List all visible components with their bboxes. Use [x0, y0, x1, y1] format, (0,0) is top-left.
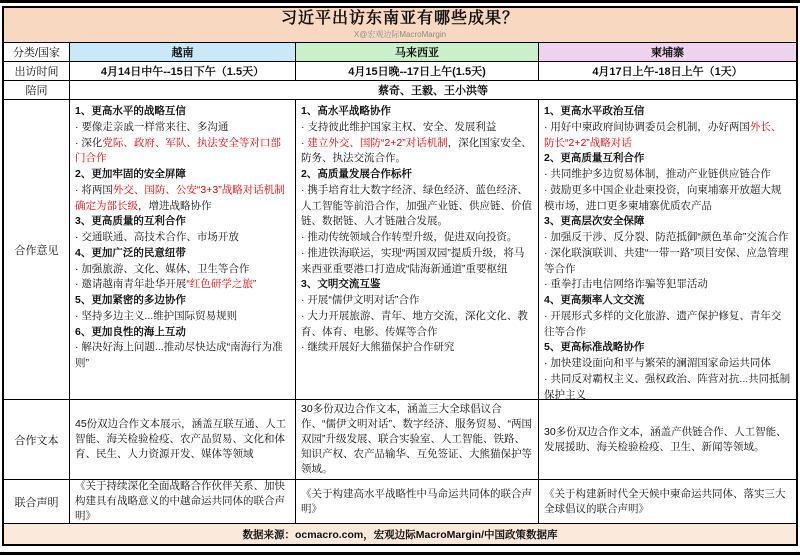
statement-cambodia: 《关于构建新时代全天候中柬命运共同体、落实三大全球倡议的联合声明》 — [539, 480, 796, 524]
texts-cambodia: 30多份双边合作文本，涵盖产供链合作、人工智能、发展援助、海关检验检疫、卫生、新闻等领域。 — [539, 400, 796, 480]
row-label-statement: 联合声明 — [4, 480, 70, 524]
texts-malaysia: 30多份双边合作文本，涵盖三大全球倡议合作、“儒伊文明对话”、数字经济、服务贸易、“两国双园”升级发展、联合实验室、人工智能、铁路、知识产权、农产品输华、互免签证、大熊猫保护等领域。 — [296, 400, 539, 480]
opinions-vietnam: 1、更高水平的战略互信 · 要像走亲戚一样常来往、多沟通 · 深化党际、政府、军队、执法安全等对口部门合作 2、更加牢固的安全屏障 · 将两国外交、国防、公安“3+3”战略对话机制确定为部长级，增进战略协作 3、更高质量的互利合作 · 交通联通、高技术合作、市场开放 4、更加广泛的民意纽带 · 加强旅游、文化、媒体、卫生等合作 · 邀请越南青年赴华开展“红色研学之旅” 5、更加紧密的多边协作 · 坚持多边主义...维护国际贸易规则 6、更加良性的海上互动 · 解决好海上问题...推动尽快达成“南海行为准则” — [70, 100, 296, 400]
country-header-malaysia: 马来西亚 — [296, 43, 539, 62]
row-label-category: 分类/国家 — [4, 43, 70, 62]
bottom-border-strip — [0, 552, 800, 555]
table-title-bar — [4, 8, 796, 43]
visit-time-cambodia: 4月17日上午-18日上午（1天） — [539, 62, 796, 81]
row-label-texts: 合作文本 — [4, 400, 70, 480]
row-label-visit-time: 出访时间 — [4, 62, 70, 81]
statement-vietnam: 《关于持续深化全面战略合作伙伴关系、加快构建具有战略意义的中越命运共同体的联合声明》 — [70, 480, 296, 524]
opinions-cambodia: 1、更高水平政治互信 · 用好中柬政府间协调委员会机制，办好两国外长、防长“2+2”战略对话 2、更高质量互利合作 · 共同维护多边贸易体制，推动产业链供应链合作 · 鼓励更多中国企业赴柬投资，向柬埔寨开放超大规模市场，进口更多柬埔寨优质农产品 3、更高层次安全保障 · 加强反干涉、反分裂、防范抵御“颜色革命”交流合作 · 深化联演联训、共建“一带一路”项目安保、应急管理等合作 · 重拳打击电信网络诈骗等犯罪活动 4、更高频率人文交流 · 开展形式多样的文化旅游、遗产保护修复、青年交往等合作 5、更高标准战略协作 · 加快建设面向和平与繁荣的澜湄国家命运共同体 · 共同反对霸权主义、强权政治、阵营对抗...共同抵制保护主义 — [539, 100, 796, 400]
page-subtitle: X@宏观边际MacroMargin — [353, 30, 447, 39]
texts-vietnam: 45份双边合作文本展示，涵盖互联互通、人工智能、海关检验检疫、农产品贸易、文化和体育、民生、人力资源开发、媒体等领域 — [70, 400, 296, 480]
country-header-cambodia: 柬埔寨 — [539, 43, 796, 62]
top-border-strip — [0, 0, 800, 3]
row-label-accompany: 陪同 — [4, 81, 70, 100]
opinions-malaysia: 1、高水平战略协作 · 支持彼此维护国家主权、安全、发展利益 · 建立外交、国防“2+2”对话机制，深化国家安全、防务、执法交流合作。 2、高质量发展合作标杆 · 携手培育壮大数字经济、绿色经济、蓝色经济、人工智能等前沿合作，加强产业链、供应链、价值链、数据链、人才链融合发展。 · 推动传统领域合作转型升级，促进双向投资。 · 推进铁海联运，实现“两国双园”提质升级，将马来西亚重要港口打造成“陆海新通道”重要枢纽 3、文明交流互鉴 · 开展“儒伊文明对话”合作 · 大力开展旅游、青年、地方交流，深化文化、教育、体育、电影、传媒等合作 · 继续开展好大熊猫保护合作研究 — [296, 100, 539, 400]
visit-time-malaysia: 4月15日晚--17日上午(1.5天) — [296, 62, 539, 81]
page-title: 习近平出访东南亚有哪些成果？ — [280, 10, 519, 27]
accompany-value: 蔡奇、王毅、王小洪等 — [70, 81, 796, 100]
visit-time-vietnam: 4月14日中午--15日下午（1.5天） — [70, 62, 296, 81]
country-header-vietnam: 越南 — [70, 43, 296, 62]
row-label-opinions: 合作意见 — [4, 100, 70, 400]
data-source-footer: 数据来源：ocmacro.com，宏观边际MacroMargin/中国政策数据库 — [4, 524, 796, 544]
summary-table — [2, 6, 798, 546]
statement-malaysia: 《关于构建高水平战略性中马命运共同体的联合声明》 — [296, 480, 539, 524]
